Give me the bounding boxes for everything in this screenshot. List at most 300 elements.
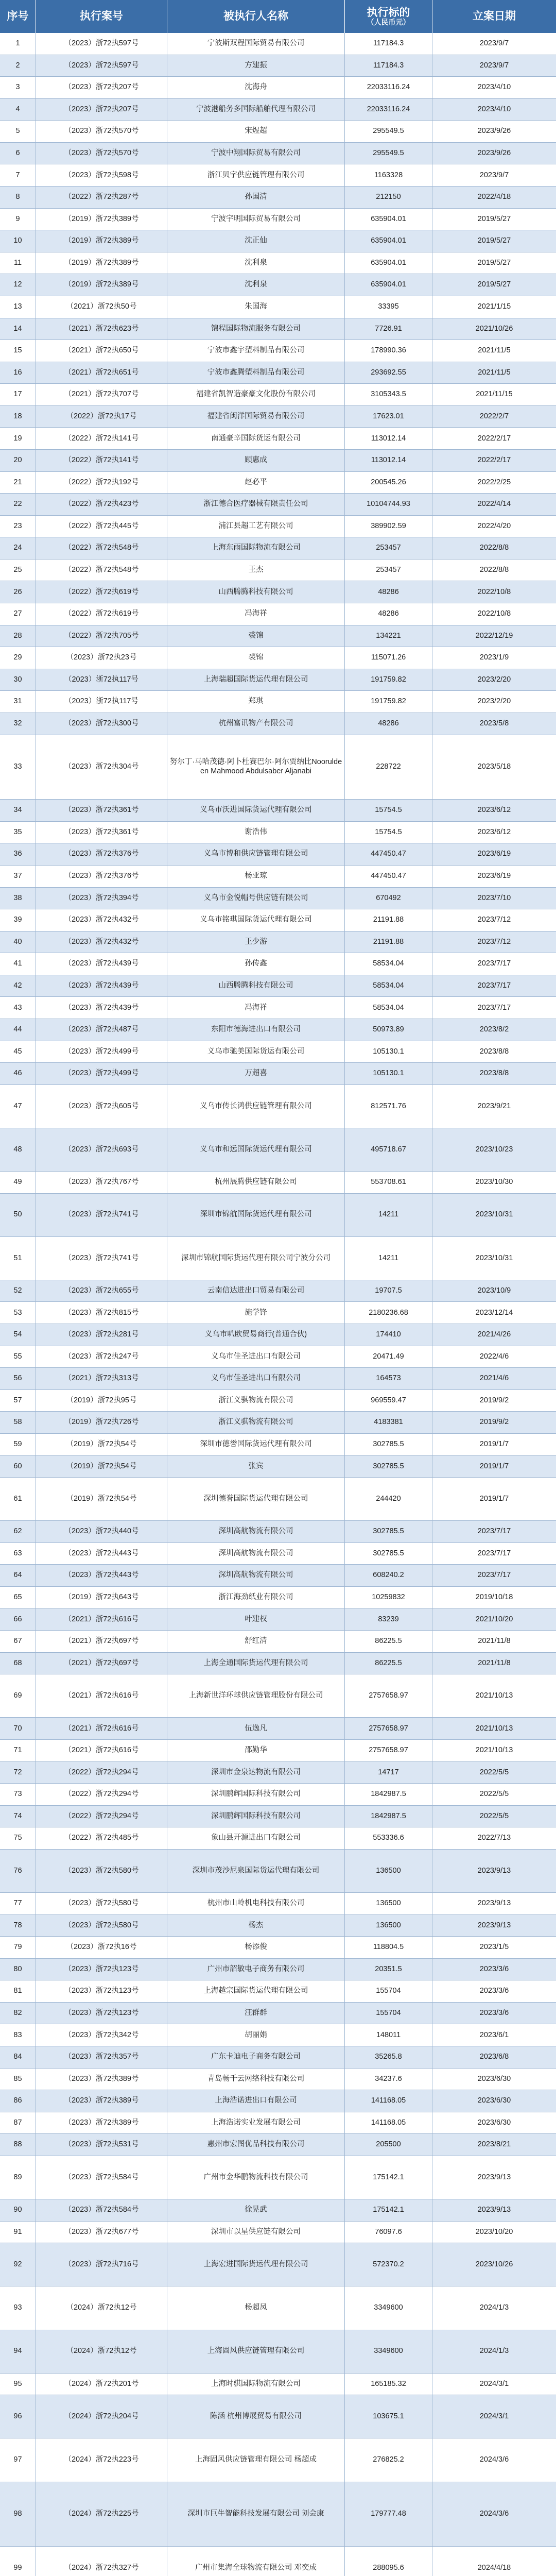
table-row — [0, 1827, 556, 1850]
table-row — [0, 384, 556, 406]
cell-person: 努尔丁·马哈茂德·阿卜杜赛巴尔·阿尔贾纳比Nooruldeen Mahmood Abdulsaber Aljanabi — [167, 735, 345, 800]
table-row — [0, 406, 556, 428]
cell-case-no: （2023）浙72执693号 — [36, 1128, 167, 1171]
cell-amount: 175142.1 — [345, 2199, 432, 2221]
cell-seq: 57 — [0, 1390, 36, 1412]
cell-date: 2023/5/8 — [479, 719, 509, 728]
cell-amount: 21191.88 — [345, 931, 432, 953]
cell-amount: 115071.26 — [345, 647, 432, 669]
cell-seq: 70 — [0, 1718, 36, 1739]
cell-seq: 61 — [0, 1478, 36, 1520]
cell-seq: 9 — [0, 209, 36, 230]
table-row — [0, 252, 556, 275]
cell-amount: 103675.1 — [345, 2395, 432, 2438]
header-amount — [345, 0, 432, 33]
cell-date: 2023/9/21 — [477, 1101, 511, 1110]
table-row — [0, 953, 556, 975]
cell-date: 2023/3/6 — [479, 1987, 509, 1995]
cell-case-no: （2023）浙72执605号 — [36, 1085, 167, 1128]
cell-person: 伍逸凡 — [167, 1718, 345, 1739]
cell-person: 福建省凯智造豪豪文化股份有限公司 — [167, 384, 345, 405]
cell-case-no: （2022）浙72执141号 — [36, 428, 167, 449]
table-row — [0, 1893, 556, 1915]
cell-amount: 288095.6 — [345, 2547, 432, 2576]
cell-case-no: （2023）浙72执443号 — [36, 1565, 167, 1586]
cell-seq: 64 — [0, 1565, 36, 1586]
cell-date: 2022/5/5 — [479, 1768, 509, 1776]
cell-date: 2023/7/17 — [477, 1003, 511, 1012]
cell-person: 汪群群 — [167, 2003, 345, 2024]
cell-date: 2023/7/10 — [477, 893, 511, 902]
cell-amount: 295549.5 — [345, 143, 432, 164]
cell-date: 2021/11/5 — [478, 346, 511, 355]
table-row — [0, 691, 556, 713]
table-row — [0, 2069, 556, 2091]
cell-date: 2023/4/10 — [477, 83, 511, 92]
cell-amount: 48286 — [345, 713, 432, 735]
cell-date: 2024/3/6 — [479, 2455, 509, 2464]
cell-seq: 84 — [0, 2046, 36, 2068]
cell-person: 沈正仙 — [167, 230, 345, 252]
cell-seq: 28 — [0, 625, 36, 647]
table-row — [0, 164, 556, 187]
cell-person: 宁波市鑫腾塑料制品有限公司 — [167, 362, 345, 384]
cell-amount: 58534.04 — [345, 953, 432, 975]
cell-seq: 15 — [0, 340, 36, 362]
cell-date: 2022/2/25 — [477, 478, 511, 486]
cell-date: 2022/10/8 — [477, 587, 511, 596]
cell-amount: 553708.61 — [345, 1172, 432, 1193]
cell-date: 2021/10/13 — [475, 1691, 513, 1700]
header-amount-label: 执行标的 — [367, 6, 410, 19]
cell-amount: 50973.89 — [345, 1019, 432, 1041]
header-seq: 序号 — [0, 0, 36, 33]
cell-seq: 1 — [0, 33, 36, 55]
table-row — [0, 1172, 556, 1194]
table-row — [0, 1806, 556, 1828]
cell-amount: 155704 — [345, 1980, 432, 2002]
cell-amount: 22033116.24 — [345, 77, 432, 98]
table-row — [0, 1674, 556, 1718]
table-row — [0, 2199, 556, 2222]
cell-case-no: （2021）浙72执616号 — [36, 1674, 167, 1717]
cell-seq: 55 — [0, 1346, 36, 1368]
table-row — [0, 209, 556, 231]
table-row — [0, 1587, 556, 1609]
cell-amount: 175142.1 — [345, 2156, 432, 2199]
cell-person: 叶建权 — [167, 1609, 345, 1631]
cell-seq: 25 — [0, 560, 36, 581]
cell-case-no: （2023）浙72执394号 — [36, 888, 167, 909]
cell-date: 2023/7/17 — [477, 959, 511, 968]
table-row — [0, 1019, 556, 1041]
cell-case-no: （2023）浙72执741号 — [36, 1237, 167, 1280]
cell-amount: 34237.6 — [345, 2069, 432, 2090]
cell-seq: 74 — [0, 1806, 36, 1827]
cell-person: 山西腾腾科技有限公司 — [167, 975, 345, 997]
table-row — [0, 2547, 556, 2576]
cell-seq: 8 — [0, 187, 36, 208]
cell-date: 2022/4/20 — [477, 521, 511, 530]
cell-case-no: （2023）浙72执741号 — [36, 1194, 167, 1236]
cell-amount: 389902.59 — [345, 516, 432, 537]
cell-seq: 20 — [0, 450, 36, 471]
cell-date: 2023/7/17 — [477, 1571, 511, 1580]
cell-case-no: （2023）浙72执432号 — [36, 909, 167, 931]
cell-date: 2019/5/27 — [477, 214, 511, 223]
cell-amount: 14211 — [345, 1194, 432, 1236]
cell-date: 2021/11/8 — [478, 1658, 511, 1667]
cell-date: 2023/1/5 — [479, 1943, 509, 1952]
cell-case-no: （2023）浙72执361号 — [36, 822, 167, 843]
cell-date: 2021/4/6 — [479, 1374, 509, 1383]
cell-amount: 4183381 — [345, 1412, 432, 1433]
cell-date: 2023/3/6 — [479, 2009, 509, 2017]
cell-amount: 17623.01 — [345, 406, 432, 428]
table-row — [0, 2003, 556, 2025]
cell-date: 2023/6/8 — [479, 2053, 509, 2061]
cell-case-no: （2023）浙72执389号 — [36, 2069, 167, 2090]
cell-amount: 155704 — [345, 2003, 432, 2024]
table-row — [0, 2374, 556, 2396]
cell-person: 陈涵 杭州博展贸易有限公司 — [167, 2395, 345, 2438]
cell-date: 2023/6/19 — [477, 850, 511, 858]
cell-person: 义乌市博和供应链管理有限公司 — [167, 843, 345, 865]
cell-person: 义乌市传长鸿供应链管理有限公司 — [167, 1085, 345, 1128]
cell-case-no: （2023）浙72执439号 — [36, 953, 167, 975]
cell-date: 2021/11/15 — [476, 390, 513, 399]
cell-case-no: （2019）浙72执389号 — [36, 209, 167, 230]
cell-seq: 89 — [0, 2156, 36, 2199]
cell-person: 深圳市金泉达物流有限公司 — [167, 1762, 345, 1784]
cell-amount: 205500 — [345, 2134, 432, 2156]
cell-amount: 141168.05 — [345, 2090, 432, 2112]
table-row — [0, 1980, 556, 2003]
table-row — [0, 1128, 556, 1172]
cell-seq: 6 — [0, 143, 36, 164]
cell-person: 广东卡迪电子商务有限公司 — [167, 2046, 345, 2068]
cell-date: 2021/10/13 — [475, 1746, 513, 1755]
cell-seq: 62 — [0, 1521, 36, 1543]
cell-case-no: （2019）浙72执389号 — [36, 230, 167, 252]
table-row — [0, 428, 556, 450]
cell-case-no: （2024）浙72执223号 — [36, 2438, 167, 2481]
cell-case-no: （2023）浙72执570号 — [36, 143, 167, 164]
cell-seq: 87 — [0, 2112, 36, 2134]
table-row — [0, 888, 556, 910]
cell-amount: 253457 — [345, 537, 432, 559]
cell-amount: 2180236.68 — [345, 1302, 432, 1324]
cell-person: 沈利泉 — [167, 274, 345, 296]
cell-case-no: （2023）浙72执432号 — [36, 931, 167, 953]
cell-case-no: （2019）浙72执95号 — [36, 1390, 167, 1412]
cell-date: 2023/9/13 — [477, 2173, 511, 2181]
cell-seq: 82 — [0, 2003, 36, 2024]
table-row — [0, 2024, 556, 2046]
cell-date: 2022/12/19 — [475, 631, 513, 640]
cell-person: 谢浩伟 — [167, 822, 345, 843]
table-row — [0, 1194, 556, 1237]
cell-seq: 50 — [0, 1194, 36, 1236]
table-row — [0, 143, 556, 165]
cell-amount: 2757658.97 — [345, 1674, 432, 1717]
cell-seq: 54 — [0, 1324, 36, 1346]
cell-date: 2019/9/2 — [479, 1418, 509, 1427]
table-row — [0, 121, 556, 143]
cell-person: 深圳市德誉国际货运代理有限公司 — [167, 1434, 345, 1455]
cell-amount: 48286 — [345, 603, 432, 625]
cell-date: 2023/7/17 — [477, 981, 511, 990]
cell-amount: 276825.2 — [345, 2438, 432, 2481]
cell-case-no: （2023）浙72执716号 — [36, 2243, 167, 2286]
cell-case-no: （2023）浙72执361号 — [36, 800, 167, 821]
cell-case-no: （2022）浙72执619号 — [36, 603, 167, 625]
table-row — [0, 1041, 556, 1063]
cell-person: 义乌市金悦帽号供应链有限公司 — [167, 888, 345, 909]
cell-case-no: （2019）浙72执643号 — [36, 1587, 167, 1608]
cell-date: 2023/10/26 — [475, 2260, 513, 2269]
cell-person: 施学锋 — [167, 1302, 345, 1324]
table-row — [0, 362, 556, 384]
table-row — [0, 1762, 556, 1784]
table-row — [0, 1521, 556, 1543]
cell-seq: 39 — [0, 909, 36, 931]
cell-amount: 134221 — [345, 625, 432, 647]
cell-date: 2022/8/8 — [479, 565, 509, 574]
cell-case-no: （2022）浙72执294号 — [36, 1784, 167, 1805]
cell-person: 郑琪 — [167, 691, 345, 713]
cell-amount: 191759.82 — [345, 691, 432, 713]
cell-case-no: （2023）浙72执16号 — [36, 1937, 167, 1958]
cell-date: 2023/9/13 — [477, 1921, 511, 1929]
table-row — [0, 1085, 556, 1128]
cell-seq: 23 — [0, 516, 36, 537]
cell-seq: 75 — [0, 1827, 36, 1849]
cell-amount: 35265.8 — [345, 2046, 432, 2068]
cell-case-no: （2023）浙72执117号 — [36, 691, 167, 713]
cell-seq: 18 — [0, 406, 36, 428]
header-person: 被执行人名称 — [167, 0, 345, 33]
cell-person: 朱国海 — [167, 296, 345, 318]
cell-case-no: （2021）浙72执697号 — [36, 1631, 167, 1652]
cell-case-no: （2023）浙72执207号 — [36, 77, 167, 98]
cell-date: 2021/4/26 — [477, 1330, 511, 1339]
cell-case-no: （2023）浙72执531号 — [36, 2134, 167, 2156]
cell-person: 邵勤华 — [167, 1740, 345, 1761]
cell-date: 2022/4/18 — [477, 193, 511, 201]
table-row — [0, 2090, 556, 2112]
cell-date: 2023/8/8 — [479, 1069, 509, 1078]
cell-amount: 15754.5 — [345, 822, 432, 843]
table-body — [0, 33, 556, 2576]
cell-amount: 117184.3 — [345, 55, 432, 77]
cell-date: 2019/1/7 — [479, 1462, 509, 1470]
cell-case-no: （2021）浙72执697号 — [36, 1653, 167, 1674]
cell-person: 浦江县超工艺有限公司 — [167, 516, 345, 537]
cell-person: 宋煜超 — [167, 121, 345, 142]
cell-seq: 60 — [0, 1456, 36, 1478]
cell-amount: 447450.47 — [345, 866, 432, 887]
cell-person: 福建省闽洋国际贸易有限公司 — [167, 406, 345, 428]
table-row — [0, 230, 556, 252]
cell-case-no: （2019）浙72执389号 — [36, 252, 167, 274]
table-row — [0, 77, 556, 99]
cell-amount: 10104744.93 — [345, 494, 432, 515]
cell-case-no: （2023）浙72执443号 — [36, 1543, 167, 1565]
cell-case-no: （2023）浙72执580号 — [36, 1850, 167, 1892]
cell-amount: 228722 — [345, 735, 432, 800]
cell-seq: 52 — [0, 1280, 36, 1302]
cell-amount: 165185.32 — [345, 2374, 432, 2395]
cell-amount: 33395 — [345, 296, 432, 318]
cell-case-no: （2021）浙72执650号 — [36, 340, 167, 362]
table-row — [0, 1784, 556, 1806]
table-row — [0, 1850, 556, 1893]
cell-date: 2023/9/13 — [477, 1866, 511, 1875]
cell-amount: 1163328 — [345, 164, 432, 186]
cell-amount: 105130.1 — [345, 1041, 432, 1063]
table-row — [0, 318, 556, 341]
cell-case-no: （2023）浙72执304号 — [36, 735, 167, 800]
cell-seq: 80 — [0, 1959, 36, 1980]
cell-case-no: （2023）浙72执300号 — [36, 713, 167, 735]
cell-person: 义乌市佳圣进出口有限公司 — [167, 1368, 345, 1389]
cell-case-no: （2019）浙72执726号 — [36, 1412, 167, 1433]
cell-amount: 635904.01 — [345, 209, 432, 230]
cell-amount: 117184.3 — [345, 33, 432, 55]
cell-amount: 302785.5 — [345, 1434, 432, 1455]
cell-amount: 14717 — [345, 1762, 432, 1784]
cell-person: 象山县开源进出口有限公司 — [167, 1827, 345, 1849]
cell-amount: 553336.6 — [345, 1827, 432, 1849]
cell-date: 2023/10/31 — [475, 1253, 513, 1262]
cell-date: 2023/7/12 — [477, 916, 511, 924]
cell-person: 义乌市铭琪国际货运代理有限公司 — [167, 909, 345, 931]
cell-person: 深圳市巨牛智能科技发展有限公司 刘会康 — [167, 2482, 345, 2547]
cell-case-no: （2023）浙72执655号 — [36, 1280, 167, 1302]
cell-seq: 65 — [0, 1587, 36, 1608]
cell-seq: 95 — [0, 2374, 36, 2395]
cell-case-no: （2023）浙72执487号 — [36, 1019, 167, 1041]
cell-person: 方建振 — [167, 55, 345, 77]
table-row — [0, 1478, 556, 1521]
cell-seq: 76 — [0, 1850, 36, 1892]
cell-person: 浙江德合医疗器械有限责任公司 — [167, 494, 345, 515]
cell-date: 2023/6/30 — [477, 2074, 511, 2083]
cell-date: 2021/1/15 — [477, 302, 511, 311]
cell-amount: 20351.5 — [345, 1959, 432, 1980]
table-row — [0, 975, 556, 997]
cell-amount: 3105343.5 — [345, 384, 432, 405]
cell-case-no: （2024）浙72执12号 — [36, 2330, 167, 2373]
cell-amount: 7726.91 — [345, 318, 432, 340]
cell-seq: 78 — [0, 1915, 36, 1937]
cell-date: 2022/5/5 — [479, 1811, 509, 1820]
cell-case-no: （2023）浙72执389号 — [36, 2112, 167, 2134]
table-row — [0, 1346, 556, 1368]
cell-person: 徐晃武 — [167, 2199, 345, 2221]
cell-seq: 93 — [0, 2286, 36, 2329]
table-row — [0, 55, 556, 77]
cell-person: 张宾 — [167, 1456, 345, 1478]
cell-date: 2022/10/8 — [477, 609, 511, 618]
cell-seq: 42 — [0, 975, 36, 997]
table-row — [0, 1543, 556, 1565]
cell-amount: 118804.5 — [345, 1937, 432, 1958]
cell-person: 义乌市叭欧贸易商行(普通合伙) — [167, 1324, 345, 1346]
cell-seq: 37 — [0, 866, 36, 887]
cell-case-no: （2023）浙72执342号 — [36, 2024, 167, 2046]
cell-case-no: （2024）浙72执201号 — [36, 2374, 167, 2395]
cell-seq: 2 — [0, 55, 36, 77]
table-row — [0, 1456, 556, 1478]
cell-case-no: （2022）浙72执445号 — [36, 516, 167, 537]
cell-person: 上海浩诺实业发展有限公司 — [167, 2112, 345, 2134]
table-row — [0, 2286, 556, 2330]
cell-amount: 178990.36 — [345, 340, 432, 362]
cell-amount: 302785.5 — [345, 1543, 432, 1565]
cell-person: 义乌市佳圣进出口有限公司 — [167, 1346, 345, 1368]
cell-amount: 141168.05 — [345, 2112, 432, 2134]
cell-case-no: （2023）浙72执815号 — [36, 1302, 167, 1324]
table-row — [0, 2156, 556, 2199]
cell-seq: 53 — [0, 1302, 36, 1324]
cell-case-no: （2019）浙72执389号 — [36, 274, 167, 296]
cell-amount: 200545.26 — [345, 472, 432, 494]
cell-seq: 5 — [0, 121, 36, 142]
cell-date: 2019/1/7 — [479, 1494, 509, 1503]
cell-case-no: （2023）浙72执439号 — [36, 975, 167, 997]
cell-seq: 7 — [0, 164, 36, 186]
cell-seq: 72 — [0, 1762, 36, 1784]
table-row — [0, 1653, 556, 1675]
cell-seq: 41 — [0, 953, 36, 975]
cell-seq: 24 — [0, 537, 36, 559]
cell-case-no: （2023）浙72执247号 — [36, 1346, 167, 1368]
cell-amount: 1842987.5 — [345, 1806, 432, 1827]
cell-amount: 635904.01 — [345, 274, 432, 296]
cell-case-no: （2022）浙72执141号 — [36, 450, 167, 471]
cell-person: 青岛畅千云网络科技有限公司 — [167, 2069, 345, 2090]
cell-case-no: （2022）浙72执192号 — [36, 472, 167, 494]
cell-amount: 253457 — [345, 560, 432, 581]
cell-person: 义乌市沃进国际货运代理有限公司 — [167, 800, 345, 821]
cell-person: 义乌市和远国际货运代理有限公司 — [167, 1128, 345, 1171]
cell-person: 沈利泉 — [167, 252, 345, 274]
cell-seq: 34 — [0, 800, 36, 821]
cell-amount: 10259832 — [345, 1587, 432, 1608]
cell-case-no: （2023）浙72执767号 — [36, 1172, 167, 1193]
table-row — [0, 2330, 556, 2374]
table-row — [0, 516, 556, 538]
cell-amount: 58534.04 — [345, 975, 432, 997]
cell-amount: 58534.04 — [345, 997, 432, 1019]
cell-seq: 22 — [0, 494, 36, 515]
cell-case-no: （2021）浙72执623号 — [36, 318, 167, 340]
cell-seq: 14 — [0, 318, 36, 340]
table-row — [0, 822, 556, 844]
cell-person: 裘锦 — [167, 647, 345, 669]
cell-date: 2023/7/17 — [477, 1549, 511, 1557]
cell-seq: 21 — [0, 472, 36, 494]
cell-case-no: （2023）浙72执440号 — [36, 1521, 167, 1543]
cell-amount: 113012.14 — [345, 428, 432, 449]
cell-person: 广州市韶敏电子商务有限公司 — [167, 1959, 345, 1980]
cell-person: 深圳高航物流有限公司 — [167, 1543, 345, 1565]
cell-date: 2019/5/27 — [477, 280, 511, 289]
cell-person: 山西腾腾科技有限公司 — [167, 581, 345, 603]
cell-person: 南通豪辛国际货运有限公司 — [167, 428, 345, 449]
